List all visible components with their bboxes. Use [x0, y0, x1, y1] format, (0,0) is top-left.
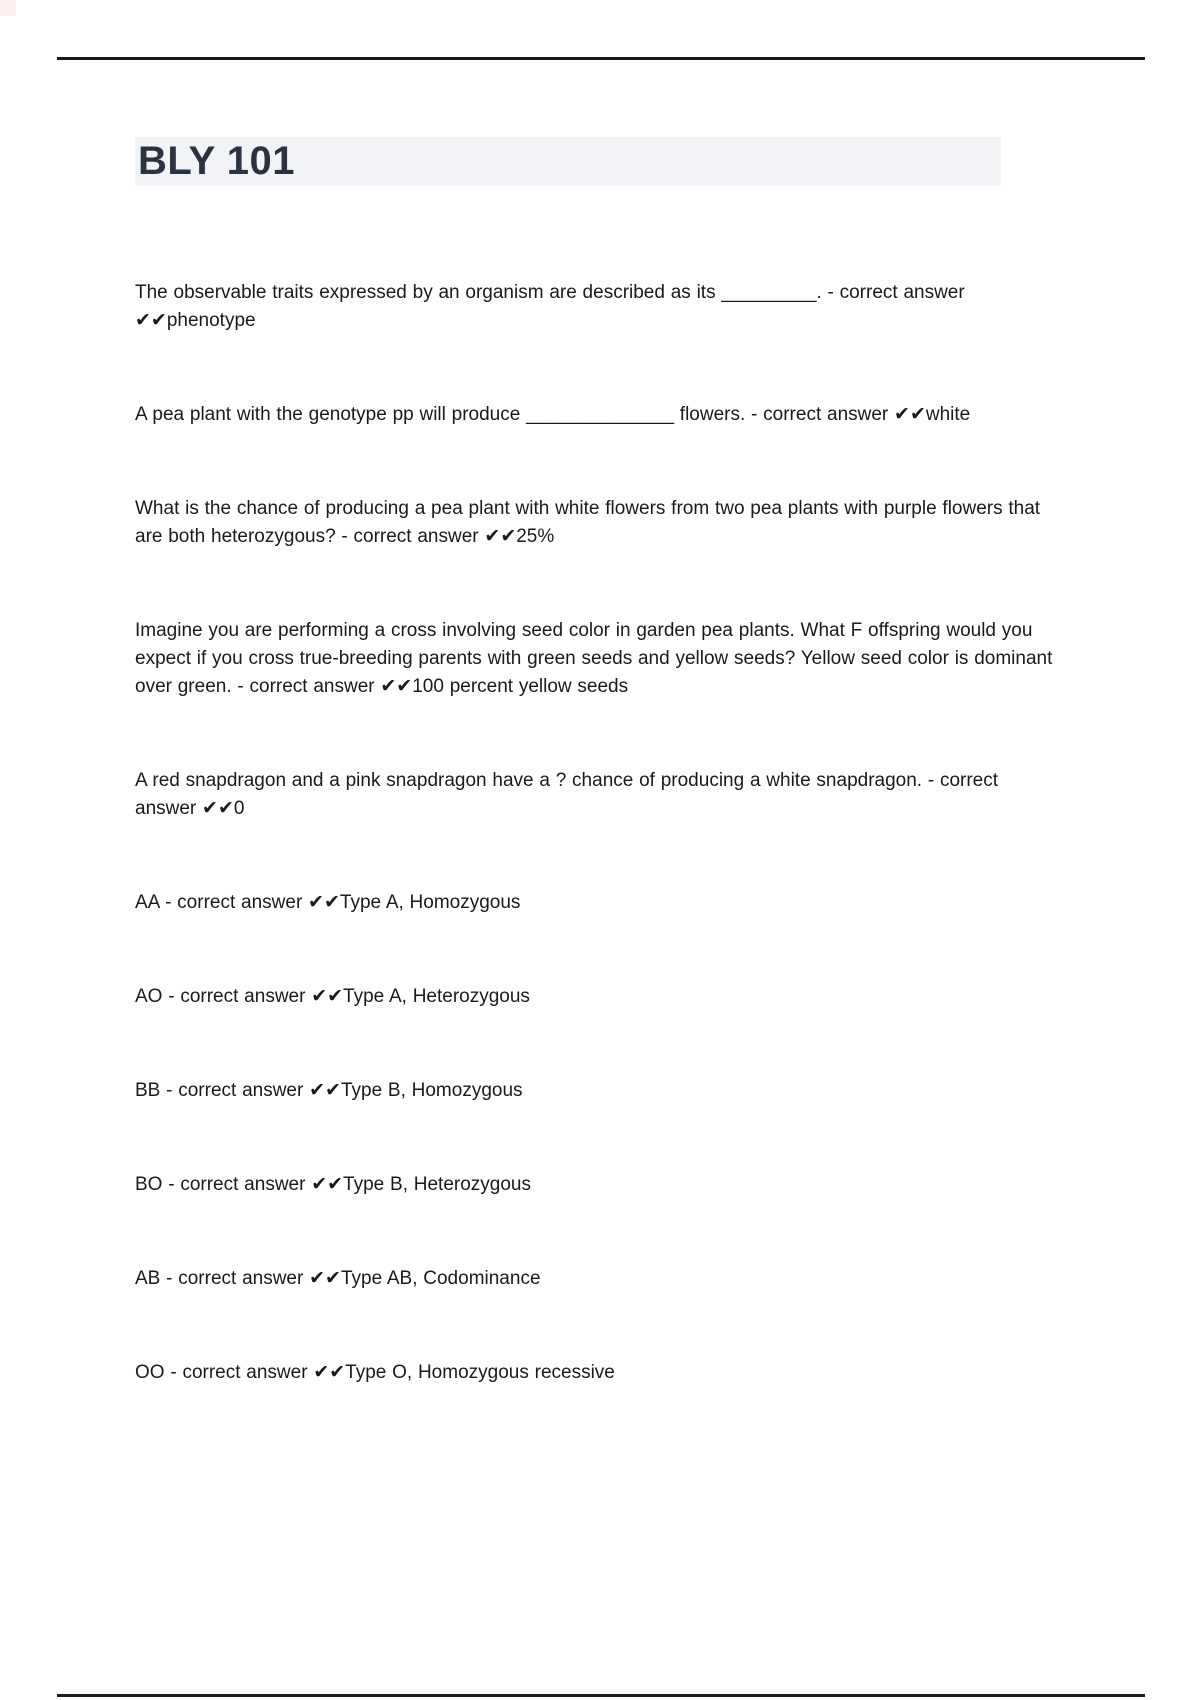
qa-paragraph: The observable traits expressed by an organism are described as its _________. - correct answer ✔✔phenotype	[135, 282, 965, 331]
title-bar	[135, 137, 1001, 186]
page-title: BLY 101	[138, 139, 295, 183]
qa-paragraph: A red snapdragon and a pink snapdragon have a ? chance of producing a white snapdragon. - correct answer ✔✔0	[135, 770, 999, 819]
qa-paragraph: BO - correct answer ✔✔Type B, Heterozygous	[135, 1174, 531, 1195]
qa-paragraph: AB - correct answer ✔✔Type AB, Codominance	[135, 1268, 541, 1289]
qa-paragraph: AA - correct answer ✔✔Type A, Homozygous	[135, 892, 521, 913]
qa-paragraph: OO - correct answer ✔✔Type O, Homozygous recessive	[135, 1362, 615, 1383]
page-content	[135, 137, 1065, 1453]
qa-paragraph: AO - correct answer ✔✔Type A, Heterozygous	[135, 986, 530, 1007]
qa-paragraph: BB - correct answer ✔✔Type B, Homozygous	[135, 1080, 523, 1101]
qa-paragraph: What is the chance of producing a pea plant with white flowers from two pea plants with purple flowers that are both heterozygous? - correct answer ✔✔25%	[135, 498, 1041, 547]
qa-list	[135, 279, 1065, 1387]
qa-paragraph: A pea plant with the genotype pp will produce ______________ flowers. - correct answer ✔✔white	[135, 404, 971, 425]
page-corner-mark	[0, 0, 16, 16]
qa-paragraph: Imagine you are performing a cross involving seed color in garden pea plants. What F offspring would you expect if you cross true-breeding parents with green seeds and yellow seeds? Yellow seed color is dominant over green. - correct answer ✔✔100 percent yellow seeds	[135, 620, 1053, 697]
bottom-rule	[57, 1694, 1145, 1697]
top-rule	[57, 57, 1145, 60]
